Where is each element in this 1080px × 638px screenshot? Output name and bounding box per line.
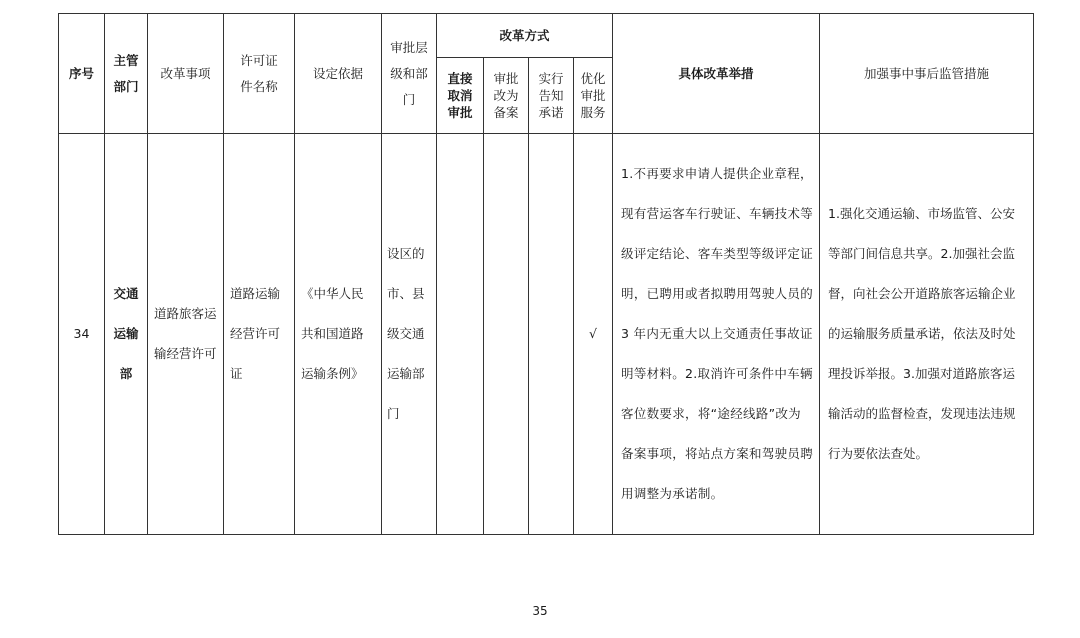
cell-dept: 交通运输部 (105, 134, 148, 535)
header-dept: 主管部门 (105, 14, 148, 134)
header-method-notify: 实行告知承诺 (529, 58, 574, 134)
cell-level: 设区的市、县级交通运输部门 (382, 134, 437, 535)
reform-table (58, 13, 1034, 535)
header-license: 许可证件名称 (224, 14, 295, 134)
header-measures: 具体改革举措 (613, 14, 820, 134)
cell-item: 道路旅客运输经营许可 (148, 134, 224, 535)
cell-basis: 《中华人民共和国道路运输条例》 (295, 134, 382, 535)
cell-seq: 34 (59, 134, 105, 535)
page-number: 35 (532, 604, 548, 618)
supervision-text: 1.强化交通运输、市场监管、公安等部门间信息共享。2.加强社会监督，向社会公开道路旅客运输企业的运输服务质量承诺，依法及时处理投诉举报。3.加强对道路旅客运输活动的监督检查，发现违法违规行为要依法查处。 (828, 206, 1016, 461)
header-basis: 设定依据 (295, 14, 382, 134)
cell-method-optimize: √ (574, 134, 613, 535)
header-supervision: 加强事中事后监管措施 (820, 14, 1034, 134)
cell-method-filing (484, 134, 529, 535)
header-level: 审批层级和部门 (382, 14, 437, 134)
header-method-cancel: 直接取消审批 (437, 58, 484, 134)
header-method-filing: 审批改为备案 (484, 58, 529, 134)
cell-supervision (820, 134, 1034, 535)
header-method-optimize: 优化审批服务 (574, 58, 613, 134)
header-row-1 (59, 14, 1034, 58)
table-row (59, 134, 1034, 535)
cell-method-notify (529, 134, 574, 535)
header-item: 改革事项 (148, 14, 224, 134)
cell-measures: 1.不再要求申请人提供企业章程，现有营运客车行驶证、车辆技术等级评定结论、客车类型等级评定证明，已聘用或者拟聘用驾驶人员的 3 年内无重大以上交通责任事故证明等材料。2.取消许可条件中车辆客位数要求，将“途经线路”改为备案事项，将站点方案和驾驶员聘用调整为承诺制。 (613, 134, 820, 535)
cell-license: 道路运输经营许可证 (224, 134, 295, 535)
header-method: 改革方式 (437, 14, 613, 58)
header-seq: 序号 (59, 14, 105, 134)
cell-method-cancel (437, 134, 484, 535)
